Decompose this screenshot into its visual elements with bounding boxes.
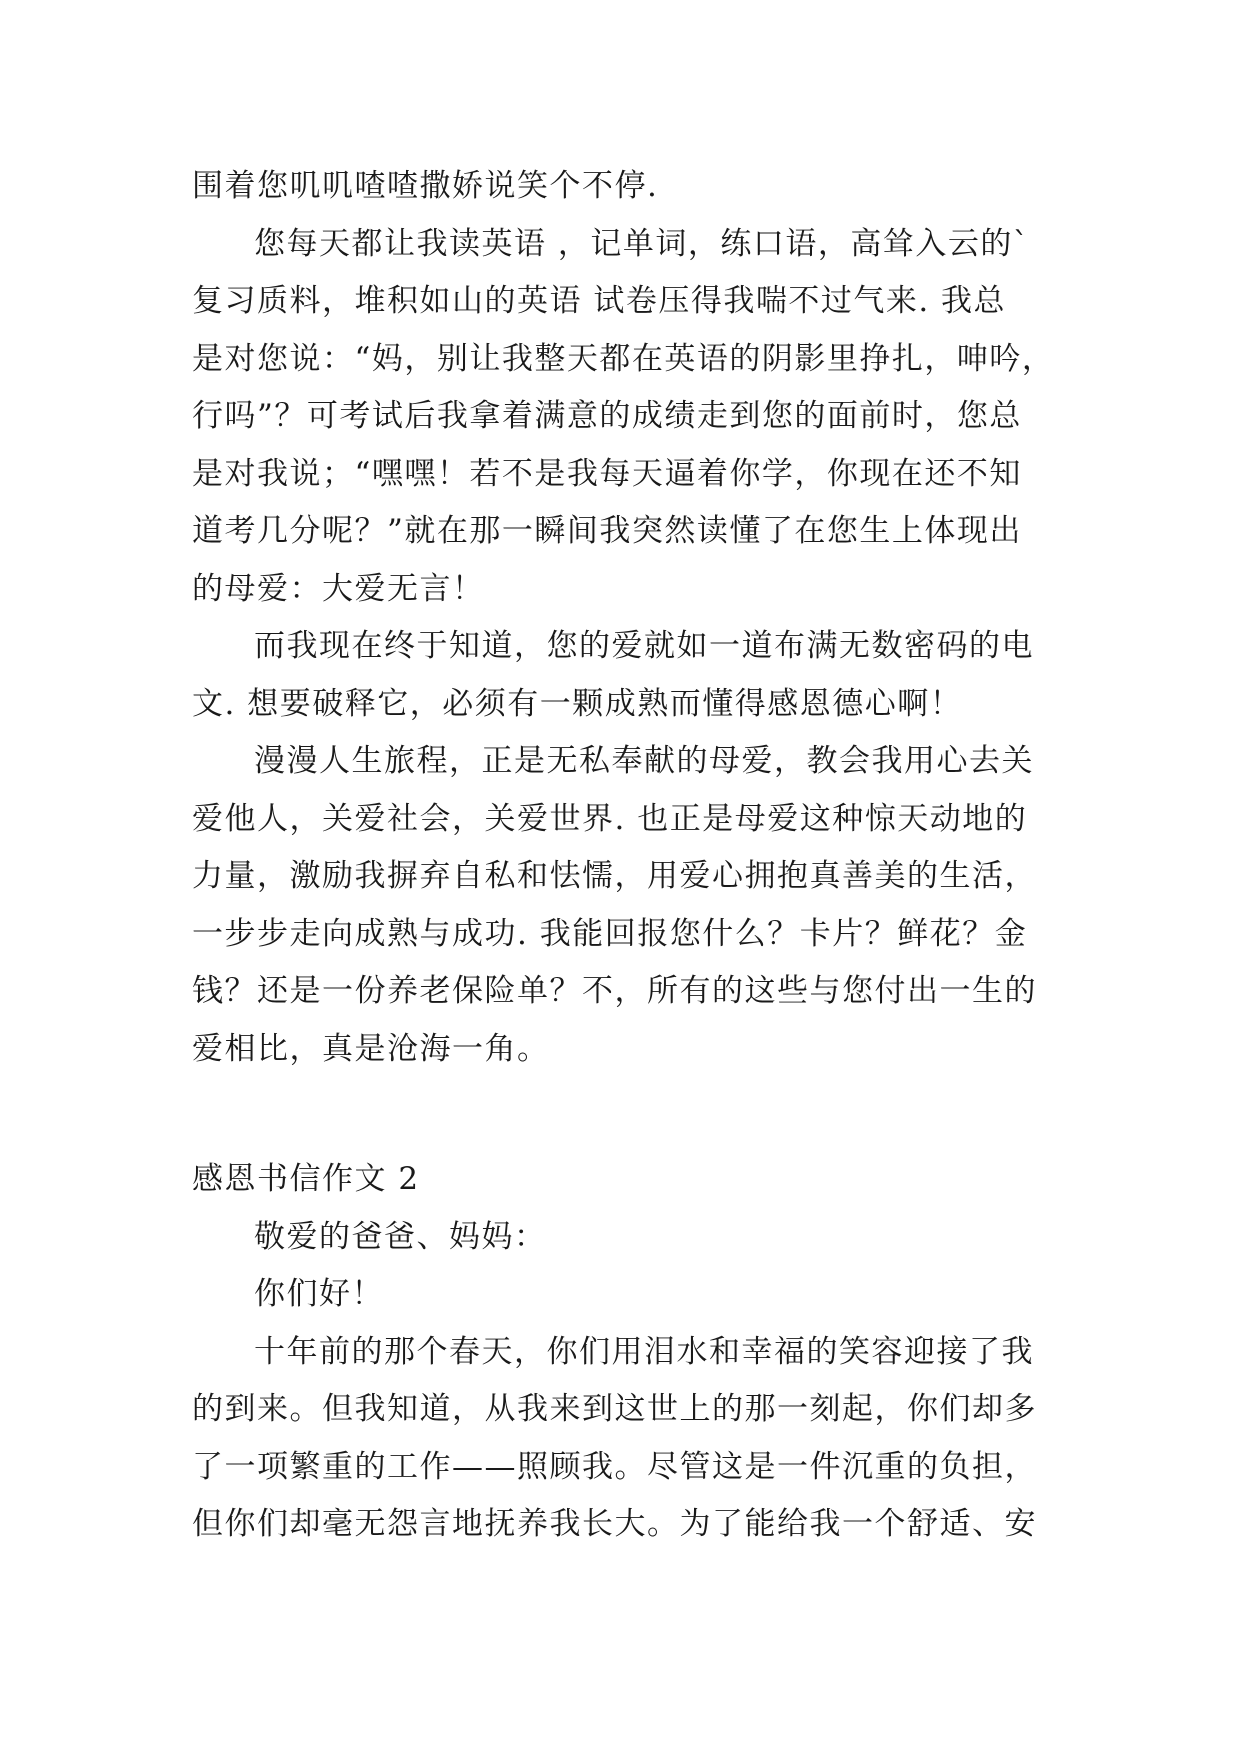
text-line: 十年前的那个春天，你们用泪水和幸福的笑容迎接了我 [254, 1333, 1034, 1370]
text-line: 力量，激励我摒弃自私和怯懦，用爱心拥抱真善美的生活， [192, 858, 1037, 894]
text-line: 但你们却毫无怨言地抚养我长大。为了能给我一个舒适、安 [192, 1506, 1037, 1542]
text-line: 道考几分呢？”就在那一瞬间我突然读懂了在您生上体现出 [192, 513, 1022, 549]
text-line: 爱相比，真是沧海一角。 [192, 1030, 550, 1067]
text-line: 了一项繁重的工作——照顾我。尽管这是一件沉重的负担， [192, 1448, 1037, 1485]
text-line: 是对您说：“妈，别让我整天都在英语的阴影里挣扎，呻吟， [192, 340, 1055, 377]
essay-section-2 [192, 1151, 1062, 1554]
text-line: 爱他人，关爱社会，关爱世界. 也正是母爱这种惊天动地的 [192, 800, 1028, 837]
essay-heading: 感恩书信作文 2 [192, 1161, 420, 1197]
text-line: 复习质料，堆积如山的英语 试卷压得我喘不过气来. 我总 [192, 283, 1007, 319]
text-line: 漫漫人生旅程，正是无私奉献的母爱，教会我用心去关 [254, 743, 1034, 779]
text-line: 您每天都让我读英语 ，记单词，练口语，高耸入云的` [254, 225, 1030, 262]
text-line: 的到来。但我知道，从我来到这世上的那一刻起，你们却多 [192, 1391, 1037, 1427]
salutation: 敬爱的爸爸、妈妈： [254, 1218, 547, 1255]
text-line: 是对我说；“嘿嘿！若不是我每天逼着你学，你现在还不知 [192, 455, 1022, 492]
text-line: 钱？还是一份养老保险单？不，所有的这些与您付出一生的 [192, 973, 1037, 1009]
greeting: 你们好！ [254, 1276, 384, 1312]
text-line: 行吗”？可考试后我拿着满意的成绩走到您的面前时，您总 [192, 398, 1022, 434]
text-line: 的母爱：大爱无言！ [192, 570, 485, 607]
text-line: 围着您叽叽喳喳撒娇说笑个不停. [192, 168, 659, 204]
text-line: 文. 想要破释它，必须有一颗成熟而懂得感恩德心啊！ [192, 685, 963, 722]
text-line: 而我现在终于知道，您的爱就如一道布满无数密码的电 [254, 628, 1034, 664]
text-line: 一步步走向成熟与成功. 我能回报您什么？卡片？鲜花？金 [192, 915, 1028, 952]
essay-section-1 [192, 158, 1062, 1078]
